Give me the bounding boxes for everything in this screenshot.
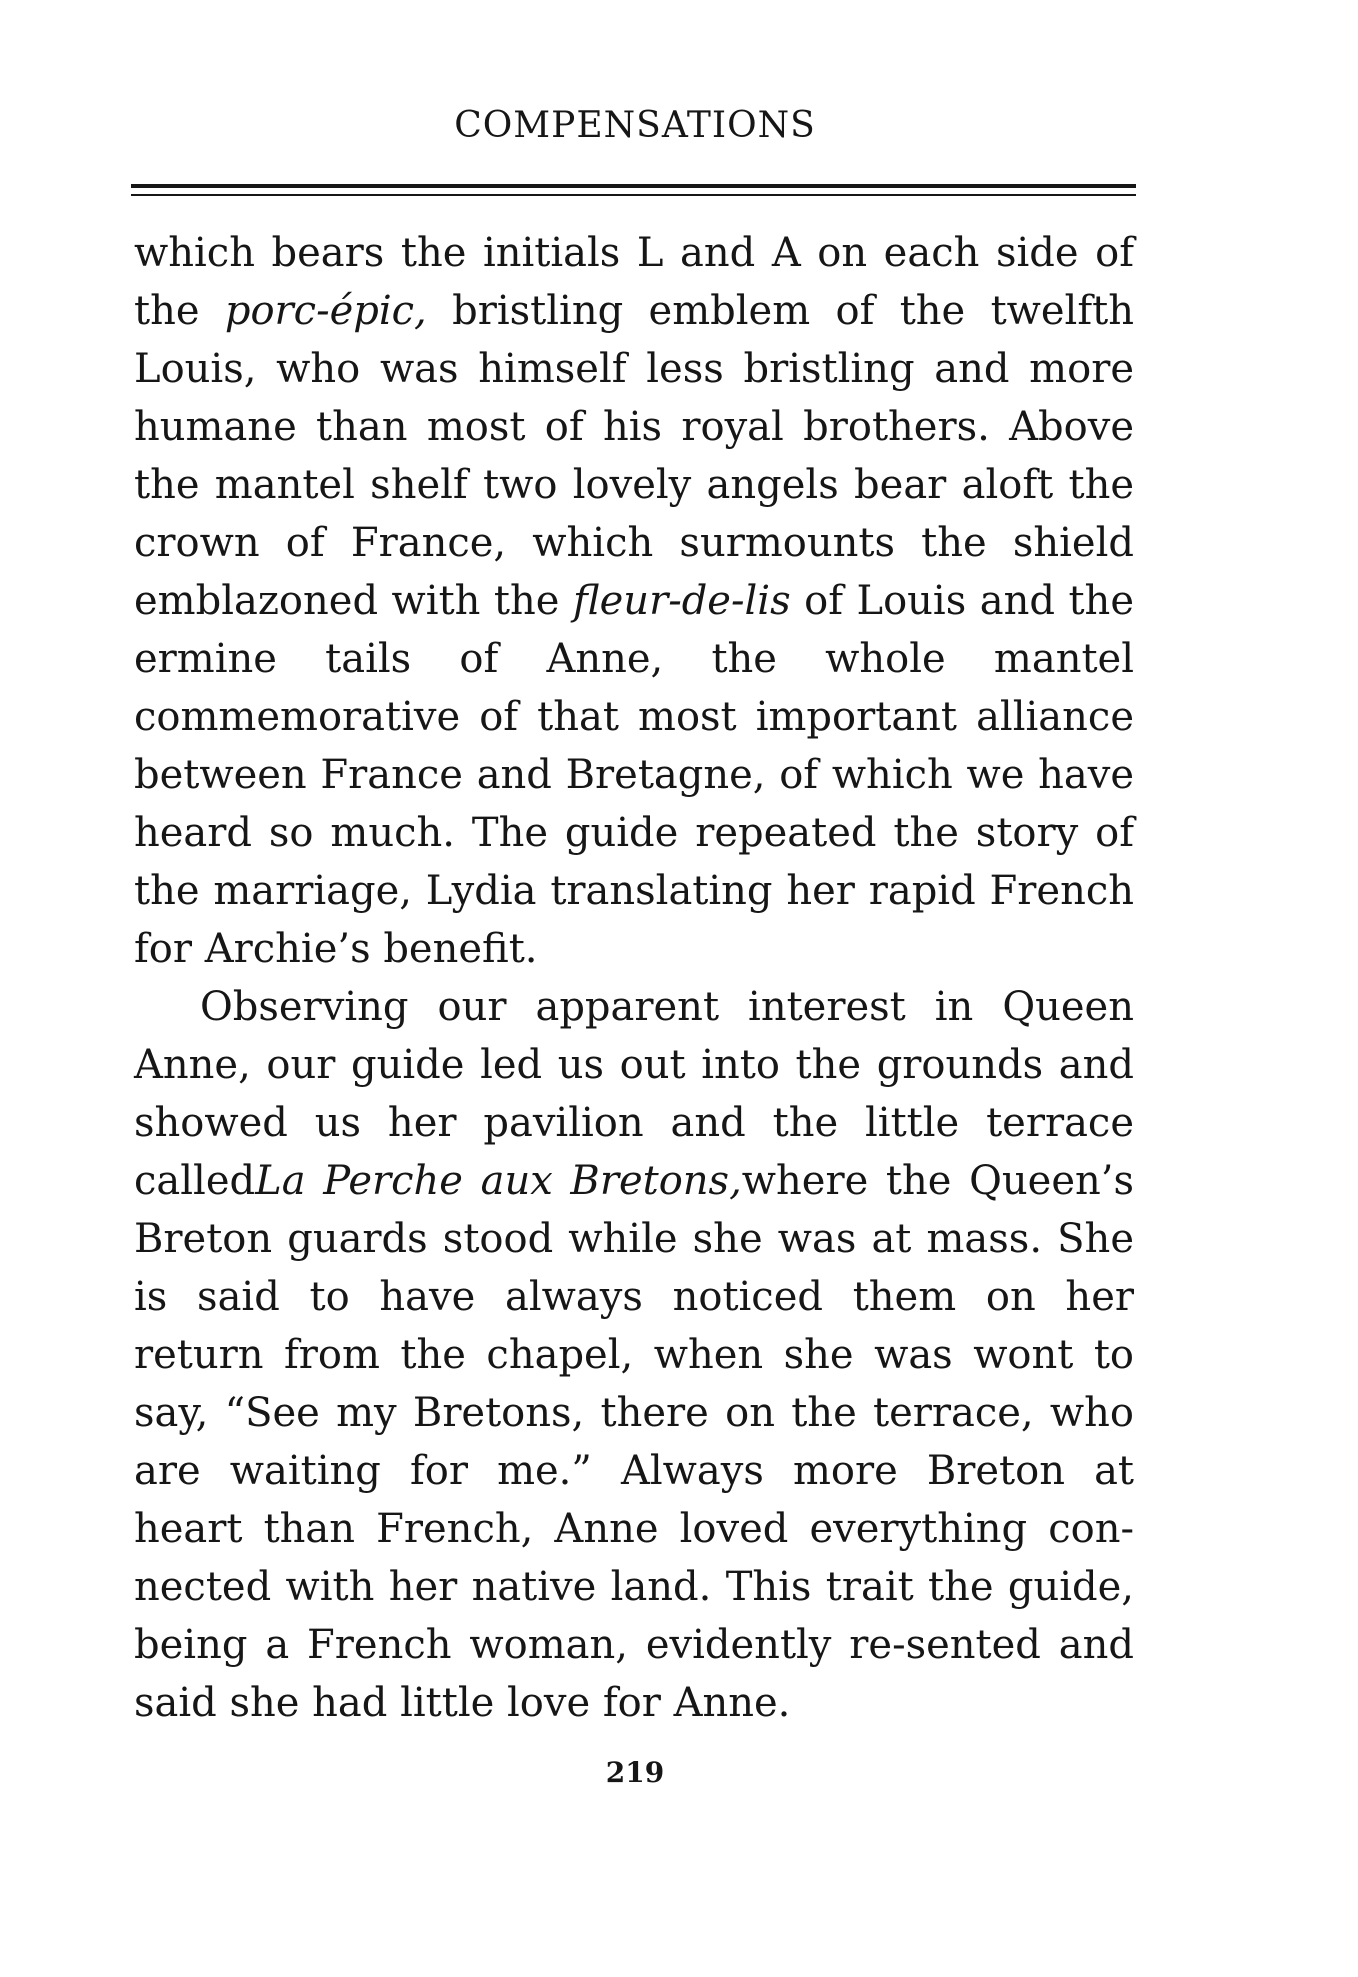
italic-term-porc-epic: porc-épic, bbox=[224, 288, 427, 334]
italic-term-fleur-de-lis: fleur-de-lis bbox=[572, 578, 791, 624]
paragraph-2 bbox=[134, 978, 1134, 1732]
body-text bbox=[134, 224, 1134, 1732]
running-title: COMPENSATIONS bbox=[454, 105, 816, 146]
paragraph-2-text: where the Queen’s Breton guards stood while she was at mass. She is said to have always noticed them on her return from the chapel, when she was wont to say, “See my Bretons, there on the terrace, who are waiting for me.” Always more Breton at heart than French, Anne loved everything con-nected with her native land. This trait the guide, being a French woman, evidently re-sented and said she had little love for Anne. bbox=[134, 1158, 1134, 1726]
page-number: 219 bbox=[605, 1756, 665, 1789]
header-rule-thin bbox=[131, 194, 1136, 196]
paragraph-1-text: bristling emblem of the twelfth Louis, who was himself less bristling and more humane than most of his royal brothers. Above the mantel shelf two lovely angels bear aloft the crown of France, which surmounts the shield emblazoned with the bbox=[134, 288, 1134, 624]
paragraph-1-text: of Louis and the ermine tails of Anne, the whole mantel commemorative of that most important alliance between France and Bretagne, of which we have heard so much. The guide repeated the story of the marriage, Lydia translating her rapid French for Archie’s benefit. bbox=[134, 578, 1134, 972]
header-rule-thick bbox=[131, 184, 1136, 188]
paragraph-1-text: which bears the initials L and A on each side of the bbox=[134, 230, 1134, 334]
paragraph-1 bbox=[134, 224, 1134, 978]
italic-term-la-perche-aux-bretons: La Perche aux Bretons, bbox=[255, 1158, 742, 1204]
paragraph-2-text: Observing our apparent interest in Queen Anne, our guide led us out into the grounds and showed us her pavilion and the little terrace called bbox=[134, 984, 1134, 1204]
